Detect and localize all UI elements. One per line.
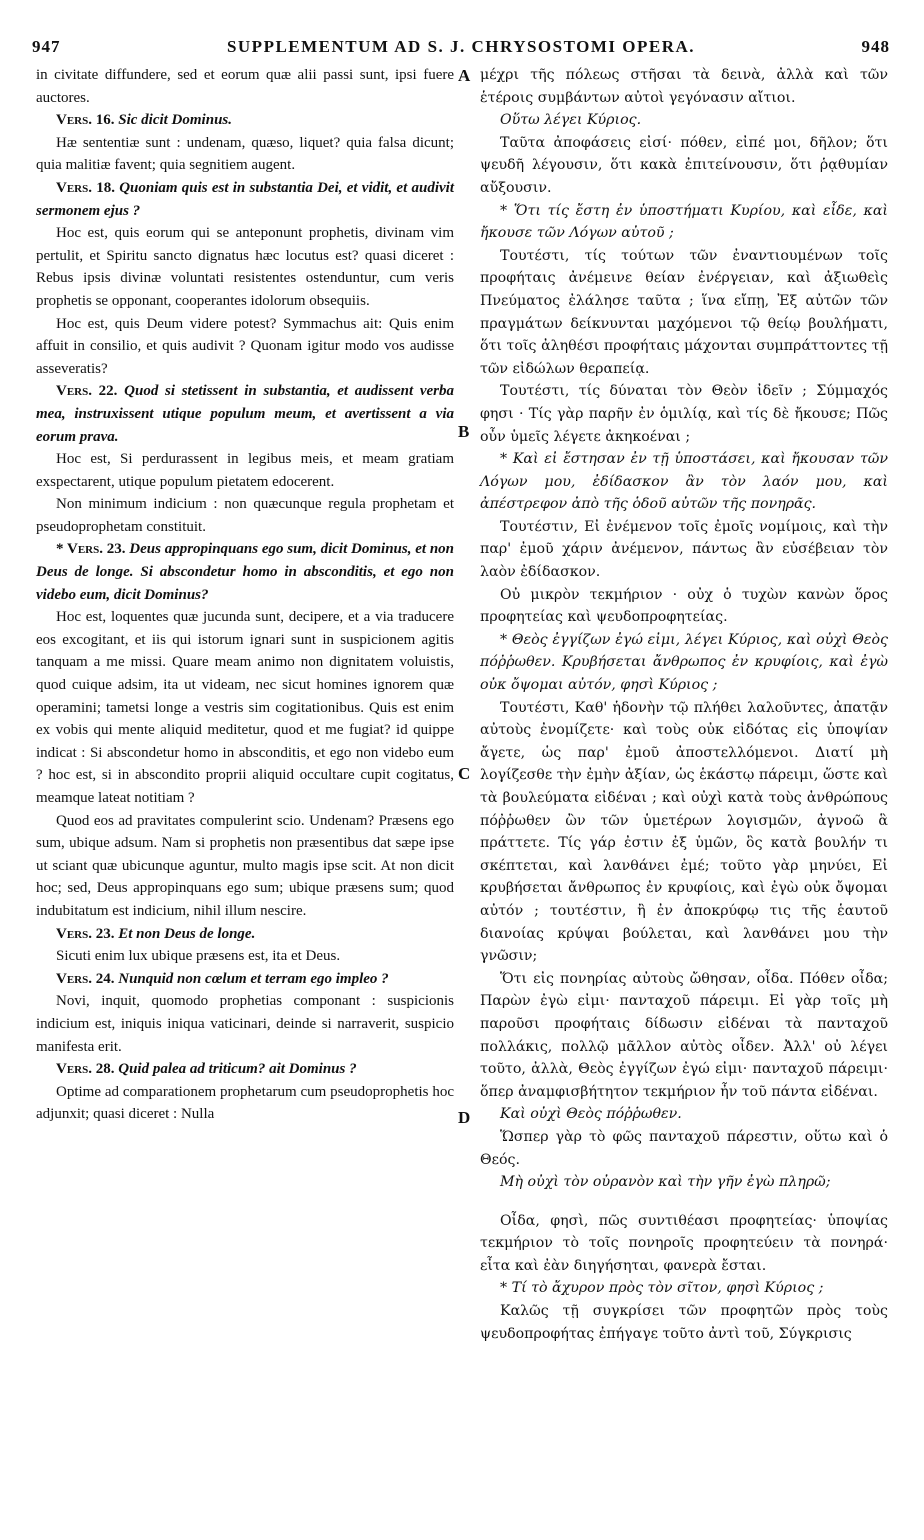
margin-letter-d: D (458, 1108, 471, 1127)
paragraph: Ὅτι εἰς πονηρίας αὐτοὺς ὤθησαν, οἶδα. Πόθεν οἶδα; Παρὼν ἐγὼ εἰμι· πανταχοῦ πάρειμι. Εἰ γὰρ τοῖς μὴ παροῦσι προφήταις δίδωσιν εἰδέναι τὰ πανταχοῦ πολλάκις, πολλῷ μᾶλλον αὐτὸς οἶδεν. Ἀλλ' οὐ λέγει τοῦτο, ἀλλὰ, Θεὸς ἐγγίζων ἐγώ εἰμι· πανταχοῦ πάρειμι· ὅπερ ἀναμφισβήτητον τεκμήριον ἦν τοῦ πάντα εἰδέναι. (480, 970, 888, 1100)
spacer (480, 1194, 888, 1210)
paragraph: Non minimum indicium : non quæcunque regula prophetam et pseudoprophetam constituit. (36, 496, 454, 535)
paragraph: Hæ sententiæ sunt : undenam, quæso, liquet? quia falsa dicunt; quia malitiæ favent; quia segnitiem augent. (36, 134, 454, 174)
verse-lemma (36, 177, 454, 222)
verse-lemma (36, 968, 454, 991)
paragraph: Quod eos ad pravitates compulerint scio. Undenam? Præsens ego sum, ubique adsum. Nam si prophetis non præsentibus dat sæpe ipse ut sciant quæ ubicunque aguntur, multo magis ipse scit. At non dicit hoc; sed, Deus appropinquans ego sum; ubique præsens sum; quod indubitatum est indicium, nihil illum nescire. (36, 812, 454, 919)
verse-number: Vers. 22. (56, 383, 118, 400)
paragraph: Τουτέστιν, Εἰ ἐνέμενον τοῖς ἐμοῖς νομίμοις, καὶ τὴν παρ' ἐμοῦ χάριν ἀνέμενον, πάντως ἂν εὐσέβειαν τὸν λαὸν ἐδίδασκον. (480, 518, 888, 581)
verse-number: Vers. 16. (56, 112, 115, 129)
paragraph: Τουτέστι, τίς τούτων τῶν ἐναντιουμένων τοῖς προφήταις ἀνέμεινε θείαν ἐνέργειαν, καὶ ἀξιωθεὶς Πνεύματος ἐλάλησε ταῦτα ; ἵνα εἴπῃ, Ἐξ αὐτῶν τῶν πραγμάτων δείκνυνται μαχόμενοι τῷ θείῳ βουλήματι, ὅτι τοῖς ἀληθέσι προφήταις μάχονται συμπράττοντες τῇ τῶν εἰδώλων θεραπείᾳ. (480, 247, 888, 377)
paragraph: in civitate diffundere, sed et eorum quæ alii passi sunt, ipsi fuere auctores. (36, 67, 454, 106)
greek-verse-quotation: Καὶ οὐχὶ Θεὸς πόῤῥωθεν. (500, 1106, 682, 1123)
greek-verse-quotation: Μὴ οὐχὶ τὸν οὐρανὸν καὶ τὴν γῆν ἐγὼ πληρῶ; (500, 1174, 831, 1191)
paragraph: Hoc est, loquentes quæ jucunda sunt, decipere, et a via traducere eos excogitant, et iis qui istorum ignari sunt in suspicionem agitis tanquam a me missi. Quare meam animo non dignitatem voluistis, quod cuique adsim, ita ut videam, nec sicut homines ignorem quæ operamini; tametsi longe a vestris sim cogitationibus. Quis est enim ex vobis qui mente aliquid meditetur, quod et me fugiat? id quippe indicat : Si abscondetur homo in absconditis, et ego non videbo eum ? hoc est, si in abscondito proprii aliquid occultare cupit cogitatus, meamque lateat notitiam ? (36, 609, 454, 806)
paragraph: Ταῦτα ἀποφάσεις εἰσί· πόθεν, εἰπέ μοι, δῆλον; ὅτι ψευδῆ λέγουσιν, ὅτι κακὰ ἐπιτείνουσιν, ὅτι ῥᾳθυμίαν αὔξουσιν. (480, 134, 888, 196)
verse-lemma (36, 109, 454, 132)
verse-lemma (36, 1058, 454, 1081)
greek-verse-quotation: * Ὅτι τίς ἔστη ἐν ὑποστήματι Κυρίου, καὶ εἶδε, καὶ ἤκουσε τῶν Λόγων αὐτοῦ ; (480, 202, 888, 242)
paragraph: μέχρι τῆς πόλεως στῆσαι τὰ δεινὰ, ἀλλὰ καὶ τῶν ἑτέροις συμβάντων αὐτοὶ γεγόνασιν αἴτιοι. (480, 67, 888, 106)
greek-column (480, 64, 888, 1345)
running-title: SUPPLEMENTUM AD S. J. CHRYSOSTOMI OPERA. (226, 37, 696, 56)
paragraph: Οὐ μικρὸν τεκμήριον · οὐχ ὁ τυχὼν κανὼν ὅρος προφητείας καὶ ψευδοπροφητείας. (480, 586, 888, 626)
verse-quotation: Et non Deus de longe. (118, 925, 256, 942)
verse-quotation: Nunquid non cœlum et terram ego impleo ? (118, 970, 389, 987)
verse-quotation: Deus appropinquans ego sum, dicit Dominus, et non Deus de longe. Si abscondetur homo in absconditis, et ego non videbo eum, dicit Dominus? (36, 541, 455, 603)
paragraph: Ὥσπερ γὰρ τὸ φῶς πανταχοῦ πάρεστιν, οὕτω καὶ ὁ Θεός. (480, 1128, 888, 1168)
margin-letter-b: B (458, 422, 470, 441)
paragraph: Hoc est, Si perdurassent in legibus meis, et meam gratiam exspectarent, utique populum pietatem edocerent. (36, 451, 454, 490)
verse-number: Vers. 23. (56, 925, 115, 942)
right-page-number: 948 (861, 37, 890, 56)
verse-lemma (36, 380, 454, 448)
paragraph: Καλῶς τῇ συγκρίσει τῶν προφητῶν πρὸς τοὺς ψευδοπροφήτας ἐπήγαγε τοῦτο ἀντὶ τοῦ, Σύγκρισις (480, 1303, 888, 1342)
verse-quotation: Sic dicit Dominus. (118, 112, 233, 129)
margin-letter-c: C (458, 764, 471, 783)
verse-lemma (36, 923, 454, 946)
latin-column (36, 64, 454, 1126)
paragraph: Τουτέστι, Καθ' ἡδονὴν τῷ πλήθει λαλοῦντες, ἀπατᾷν αὐτοὺς ἐνομίζετε· καὶ τοὺς οὐκ εἰδότας εἰς ὑποψίαν ἄγετε, ὡς παρ' ἐμοῦ ἀποστελλόμενοι. Διατί μὴ λογίζεσθε τὴν ἐμὴν ἀξίαν, ὡς ἑκάστῳ πάρειμι, ὥστε καὶ τὰ βουλεύματα εἰδέναι ; καὶ οὐχὶ κατὰ τοὺς ἀνθρώπους πόῤῥωθεν ὢν τῶν ὑμετέρων λογισμῶν, ἀγνοῶ ἃ πράττετε. Τίς γάρ ἐστιν ἐξ ὑμῶν, ὃς κατὰ βουλήν τι σκέπτεται, καὶ λανθάνει ἐμέ; τοῦτο γὰρ μηνύει, Εἰ κρυβήσεται ἄνθρωπος ἐν κρυφίοις, καὶ ἐγὼ οὐκ ὄψομαι αὐτόν ; τουτέστιν, ἢ ἐν ἀποκρύφῳ τις τῆς ἑαυτοῦ διανοίας κρύψαι βούλεται, καὶ λανθάνει μου τὴν γνῶσιν; (480, 699, 888, 965)
greek-verse-quotation: * Τί τὸ ἄχυρον πρὸς τὸν σῖτον, φησὶ Κύριος ; (500, 1280, 824, 1297)
verse-quotation: Quid palea ad triticum? ait Dominus ? (118, 1061, 357, 1078)
paragraph: Sicuti enim lux ubique præsens est, ita et Deus. (56, 948, 341, 965)
verse-number: Vers. 28. (56, 1061, 115, 1078)
margin-letter-a: A (458, 66, 471, 85)
verse-quotation: Quoniam quis est in substantia Dei, et vidit, et audivit sermonem ejus ? (36, 179, 454, 219)
paragraph: Hoc est, quis Deum videre potest? Symmachus ait: Quis enim affuit in consilio, et quis audivit ? Quonam igitur modo vos audisse asseveratis? (36, 315, 454, 377)
verse-lemma (36, 538, 454, 606)
verse-number: Vers. 24. (56, 970, 115, 987)
paragraph: Οἶδα, φησὶ, πῶς συντιθέασι προφητείας· ὑποψίας τεκμήριον τὸ τοῖς πονηροῖς προφητεύειν τὰ πονηρά· εἶτα καὶ ἐὰν διηγήσηται, φανερὰ ἔσται. (480, 1212, 888, 1274)
verse-quotation: Quod si stetissent in substantia, et audissent verba mea, instruxissent utique populum meum, et avertissent a via eorum prava. (36, 383, 454, 445)
verse-number: Vers. 18. (56, 179, 115, 196)
left-page-number: 947 (32, 37, 61, 56)
greek-verse-quotation: * Θεὸς ἐγγίζων ἐγώ εἰμι, λέγει Κύριος, καὶ οὐχὶ Θεὸς πόῤῥωθεν. Κρυβήσεται ἄνθρωπος ἐν κρυφίοις, καὶ ἐγὼ οὐκ ὄψομαι αὐτόν, φησὶ Κύριος ; (480, 631, 888, 694)
paragraph: Novi, inquit, quomodo prophetias componant : suspicionis indicium est, iniquis iniqua vaticinari, deinde si narraverit, suspicio manifesta erit. (36, 993, 454, 1055)
greek-verse-quotation: * Καὶ εἰ ἔστησαν ἐν τῇ ὑποστάσει, καὶ ἤκουσαν τῶν Λόγων μου, ἐδίδασκον ἂν τὸν λαόν μου, καὶ ἀπέστρεφον ἀπὸ τῆς ὁδοῦ αὐτῶν τῆς πονηρᾶς. (480, 451, 888, 513)
paragraph: Optime ad comparationem prophetarum cum pseudoprophetis hoc adjunxit; quasi diceret : Nulla (36, 1083, 454, 1123)
running-header (32, 36, 890, 58)
greek-verse-quotation: Οὕτω λέγει Κύριος. (500, 112, 642, 129)
paragraph: Hoc est, quis eorum qui se anteponunt prophetis, divinam vim pertulit, et Spiritu sancto dignatus hæc locutus est? quasi diceret : Rebus ipsis divinæ voluntati resistentes ostenduntur, cum veris prophetis se opponant, cooperantes idolorum obsequiis. (36, 225, 454, 309)
verse-number: * Vers. 23. (56, 541, 126, 558)
paragraph: Τουτέστι, τίς δύναται τὸν Θεὸν ἰδεῖν ; Σύμμαχός φησι · Τίς γὰρ παρῆν ἐν ὁμιλίᾳ, καὶ τίς δὲ ἤκουσε; Πῶς οὖν ὑμεῖς λέγετε ἀκηκοέναι ; (480, 383, 888, 445)
